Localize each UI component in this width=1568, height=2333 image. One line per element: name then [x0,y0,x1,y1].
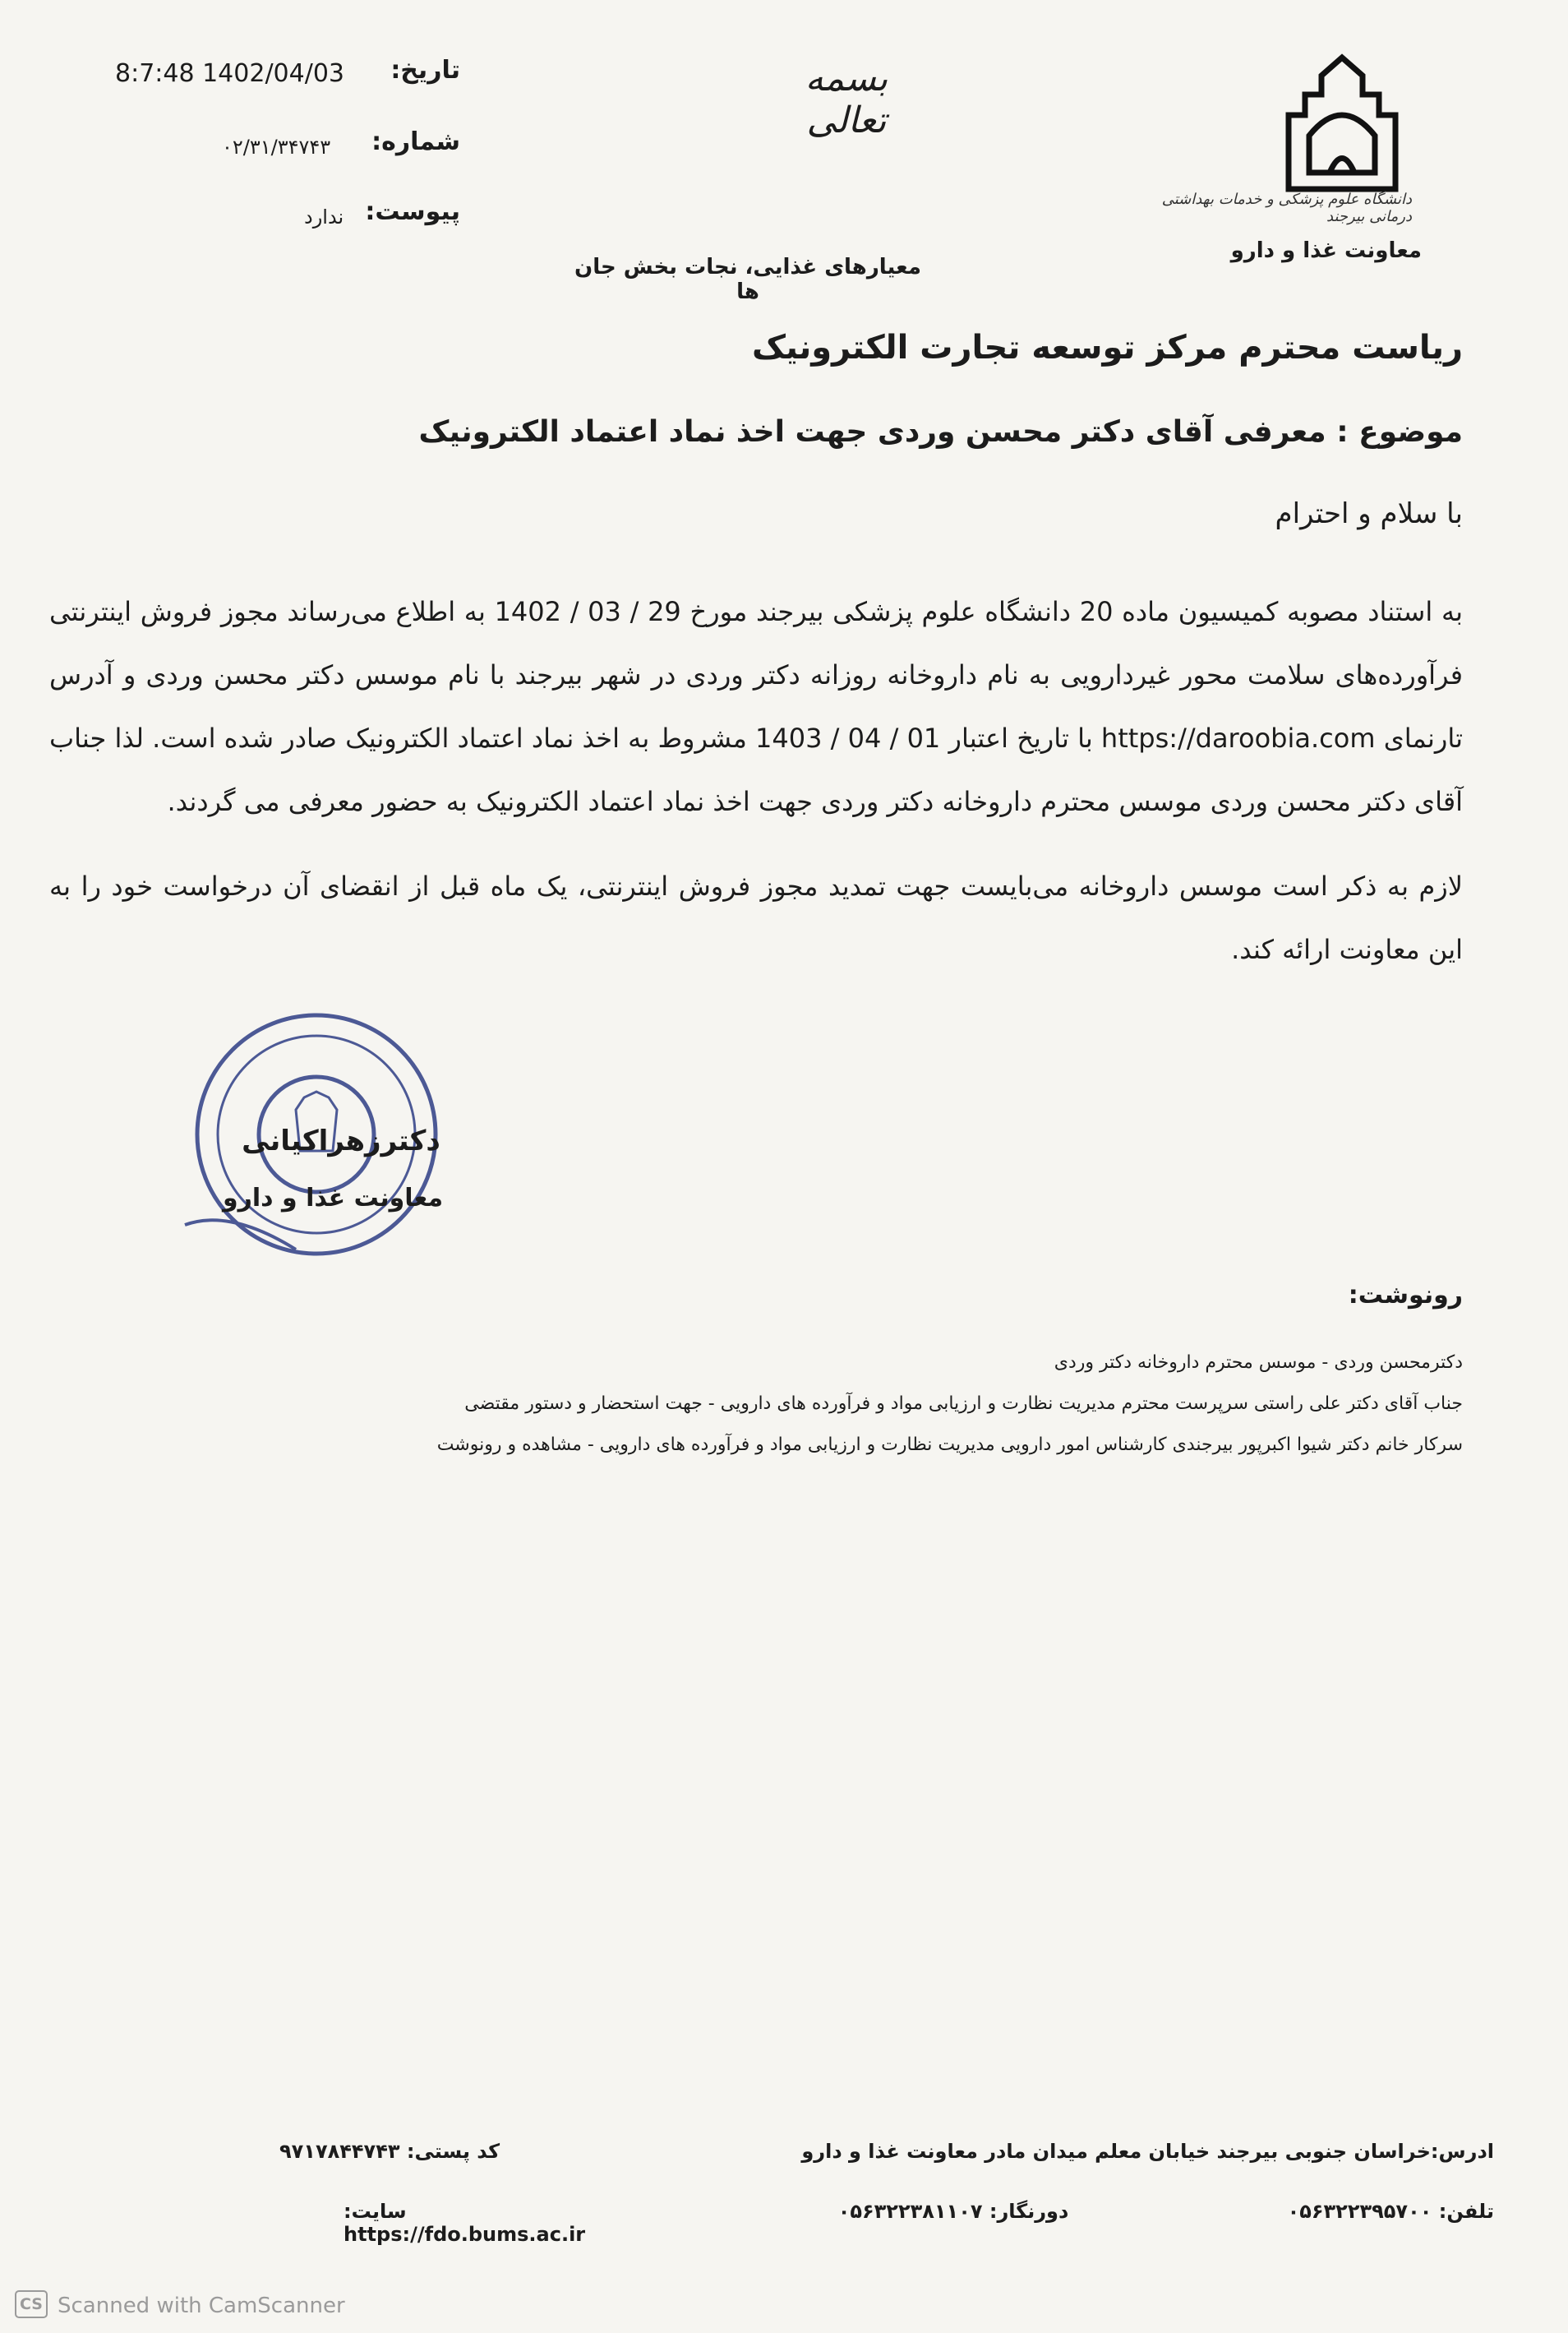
greeting: با سلام و احترام [1275,497,1463,530]
subject: موضوع : معرفی آقای دکتر محسن وردی جهت اخذ نماد اعتماد الکترونیک [418,415,1463,449]
footer-website: سایت: https://fdo.bums.ac.ir [344,2200,586,2246]
date-label: تاریخ: [390,56,460,85]
signatory-name: دکترزهراکیانی [242,1125,440,1157]
attachment-row [115,197,460,238]
footer-postal-code: کد پستی: ۹۷۱۷۸۴۴۷۴۳ [279,2140,500,2163]
university-logo-icon [1272,49,1412,197]
logo-subtitle: دانشگاه علوم پزشکی و خدمات بهداشتی درمانی بیرجند [1161,191,1412,225]
cc-line: دکترمحسن وردی - موسس محترم داروخانه دکتر وردی [1054,1352,1463,1373]
basmala: بسمه تعالی [805,58,888,141]
footer-phone: تلفن: ۰۵۶۳۲۲۳۹۵۷۰۰ [1287,2200,1494,2223]
signatory-title: معاونت غذا و دارو [222,1184,444,1213]
footer-fax: دورنگار: ۰۵۶۳۲۲۳۸۱۱۰۷ [837,2200,1069,2223]
camscanner-text: Scanned with CamScanner [58,2294,345,2318]
camscanner-logo-icon: CS [15,2290,48,2318]
body-paragraph-2: لازم به ذکر است موسس داروخانه می‌بایست جهت تمدید مجوز فروش اینترنتی، یک ماه قبل از انقضای آن درخواست خود را به این معاونت ارائه کند. [49,871,1463,965]
cc-line: جناب آقای دکتر علی راستی سرپرست محترم مدیریت نظارت و ارزیابی مواد و فرآورده های دارویی - جهت استحضار و دستور مقتضی [464,1393,1463,1414]
recipient: ریاست محترم مرکز توسعه تجارت الکترونیک [751,329,1463,367]
number-value: ۰۲/۳۱/۳۴۷۴۳ [222,136,331,159]
department-name: معاونت غذا و دارو [1230,238,1422,263]
date-value: 8:7:48 1402/04/03 [115,59,345,88]
attachment-label: پیوست: [365,197,460,226]
attachment-value: ندارد [304,206,344,229]
date-row [115,56,460,97]
cc-line: سرکار خانم دکتر شیوا اکبرپور بیرجندی کارشناس امور دارویی مدیریت نظارت و ارزیابی مواد و فرآورده های دارویی - مشاهده و رونوشت [436,1434,1463,1455]
cc-title: رونوشت: [1348,1281,1463,1310]
body-paragraph-1: به استناد مصوبه کمیسیون ماده 20 دانشگاه علوم پزشکی بیرجند مورخ 29 / 03 / 1402 به اطلاع می‌رساند مجوز فروش اینترنتی فرآورده‌های سلامت محور غیردارویی به نام داروخانه روزانه دکتر وردی در شهر بیرجند با نام موسس دکتر محسن وردی و آدرس تارنمای https://daroobia.com با تاریخ اعتبار 01 / 04 / 1403 مشروط به اخذ نماد اعتماد الکترونیک صادر شده است. لذا جناب آقای دکتر محسن وردی موسس محترم داروخانه دکتر وردی جهت اخذ نماد اعتماد الکترونیک به حضور معرفی می گردند. [49,596,1464,817]
motto: معیارهای غذایی، نجات بخش جان ها [574,255,921,304]
number-label: شماره: [371,127,460,156]
number-row [115,127,460,169]
footer-address: ادرس:خراسان جنوبی بیرجند خیابان معلم میدان مادر معاونت غذا و دارو [801,2140,1494,2163]
